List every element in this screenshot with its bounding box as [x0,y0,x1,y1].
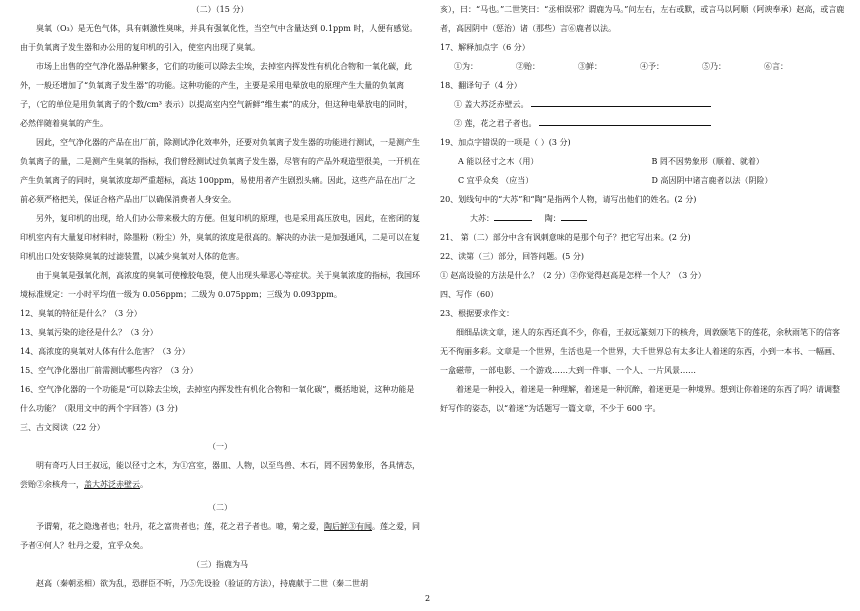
option-d: D 高因阴中诸言鹿者以法（阴险） [651,176,773,185]
question-17: 17、解释加点字（6 分） [440,43,530,52]
paragraph-ozone-standard: 由于臭氧是强氧化剂，高浓度的臭氧可使橡胶龟裂，使人出现头晕恶心等症状。关于臭氧浓度的指标，我国环境标准规定：一小时平均值一级为 0.056ppm；二级为 0.075ppm；三级为 0.093ppm。 [20,271,420,299]
passage-3-title: （三）指鹿为马 [192,560,248,569]
right-column [440,0,845,418]
question-20: 20、划线句中的“大苏”和“陶”是指两个人物，请写出他们的姓名。(2 分) [440,195,697,204]
paragraph-copier: 另外，复印机的出现，给人们办公带来极大的方便。但复印机的原理，也是采用高压放电，因此，在密闭的复印机室内有大量复印材料时，除墨粉（粉尘）外，臭氧的浓度是很高的。解决的办法一是加强通风，二是可以在复印机出口处安装除臭氧的过滤装置，以减少臭氧对人体的危害。 [20,214,420,261]
option-b: B 罔不因势象形（顺着、就着） [651,157,764,166]
q17-item-2: ②贻： [516,62,540,71]
paragraph-ozone-intro: 臭氧（O₃）是无色气体，具有刺激性臭味，并具有强氧化性，当空气中含量达到 0.1ppm 时，人便有感觉。由于负氧离子发生器和办公用的复印机的引入，使室内出现了臭氧。 [20,24,418,52]
question-18-2: ② 莲，花之君子者也。 [440,114,845,133]
question-12: 12、臭氧的特征是什么？（3 分） [20,309,142,318]
answer-line [539,125,711,126]
question-15: 15、空气净化器出厂前需测试哪些内容？（3 分） [20,366,198,375]
question-21: 21、 第（二）部分中含有讽刺意味的是那个句子？把它写出来。(2 分) [440,233,691,242]
question-19-row-1 [440,152,845,171]
section-title-writing: 四、写作（60） [440,290,499,299]
question-22: 22、读第（三）部分，回答问题。(5 分) [440,252,585,261]
question-19: 19、加点字错误的一项是（ ）(3 分) [440,138,571,147]
q17-item-4: ④予： [640,62,664,71]
passage-1: 明有奇巧人曰王叔远，能以径寸之木，为①宫室，器皿、人物，以至鸟兽、木石，罔不因势象形，各具情态，尝贻②余核舟一，盖大苏泛赤壁云。 [20,461,420,489]
option-c: C 宜乎众矣 （应当） [458,176,534,185]
writing-prompt-2: 着迷是一种投入，着迷是一种理解，着迷是一种沉醉，着迷更是一种境界。想到让你着迷的东西了吗？请调整好写作的姿态，以“着迷”为话题写一篇文章，不少于 600 字。 [440,385,840,413]
question-22-sub: ① 赵高设验的方法是什么？（2 分）②你觉得赵高是怎样一个人？（3 分） [440,271,706,280]
question-13: 13、臭氧污染的途径是什么？（3 分） [20,328,158,337]
passage-2: 予谓菊，花之隐逸者也；牡丹，花之富贵者也；莲，花之君子者也。噫，菊之爱，陶后鲜③有闻。莲之爱，同予者④何人？牡丹之爱，宜乎众矣。 [20,522,420,550]
answer-line [494,220,532,221]
answer-line [531,106,711,107]
q17-item-5: ⑤乃： [702,62,726,71]
paragraph-factory-test: 因此，空气净化器的产品在出厂前，除测试净化效率外，还要对负氧离子发生器的功能进行测试，一是测产生负氧离子的量，二是测产生臭氧的指标，我们曾经测试过负氧离子发生器，尽管有的产品外观造型很美，一开机在产生负氧离子的同时，臭氧浓度却严重超标，高达 100ppm，易使用者产生剧烈头痛。因此，这些产品在出厂之前必须严格把关，保证合格产品出厂以确保消费者人身安全。 [20,138,420,204]
question-16: 16、空气净化器的一个功能是“可以除去尘埃，去掉室内挥发性有机化合物和一氧化碳”，概括地说，这种功能是什么功能？（限用文中的两个字回答）(3 分) [20,385,415,413]
left-column [20,0,420,593]
q17-item-6: ⑥言： [764,62,788,71]
section-title-classical: 三、古文阅读（22 分） [20,423,105,432]
question-19-row-2 [440,171,845,190]
passage-2-title: （二） [208,503,232,512]
answer-line [561,220,587,221]
question-23: 23、根据要求作文： [440,309,515,318]
question-17-items [440,57,845,76]
q17-item-3: ③鲜： [578,62,602,71]
question-14: 14、高浓度的臭氧对人体有什么危害？（3 分） [20,347,190,356]
passage-3-continued: 亥），曰：“马也。”二世笑曰：“丞相误邪？谓鹿为马。”问左右，左右或默，或言马以阿顺（阿谀奉承）赵高，或言鹿者，高因阴中（惩治）诸（那些）言⑥鹿者以法。 [440,5,845,33]
underlined-sentence-1: 盖大苏泛赤壁云 [84,480,140,489]
passage-1-title: （一） [208,442,232,451]
option-a: A 能以径寸之木（用） [458,157,539,166]
writing-prompt-1: 细细品读文章，迷人的东西还真不少，你看，王叔远篆刻刀下的核舟，周敦颐笔下的莲花，余秋雨笔下的信客无不徇丽多彩。文章是一个世界，生活也是一个世界，大千世界总有太多让人着迷的东西，小到一本书、一幅画、一盒磁带，一部电影、一个游戏……大到一件事、一个人、一片风景…… [440,328,840,375]
passage-3: 赵高（秦朝丞相）欲为乱，恐群臣不听，乃⑤先设验（验证的方法），持鹿献于二世（秦二世胡 [36,579,368,588]
question-20-answers: 大苏： 陶： [440,209,845,228]
section-title-reading-2: （二）（15 分） [191,5,249,14]
question-18-1: ① 盖大苏泛赤壁云。 [440,95,845,114]
page-number: 2 [425,594,431,603]
underlined-sentence-2: 陶后鲜③有闻 [324,522,372,531]
question-18: 18、翻译句子（4 分） [440,81,522,90]
q17-item-1: ①为： [454,62,478,71]
paragraph-air-purifier: 市场上出售的空气净化器品种繁多，它们的功能可以除去尘埃，去掉室内挥发性有机化合物和一氧化碳，此外，一般还增加了“负氧离子发生器”的功能。这种功能的产生，主要是采用电晕放电的原理产生大量的负氧离子，（它的单位是用负氧离子的个数/cm³ 表示）以提高室内空气新鲜“维生素”的成分，但这种电晕放电的同时，必然伴随着臭氧的产生。 [20,62,413,128]
